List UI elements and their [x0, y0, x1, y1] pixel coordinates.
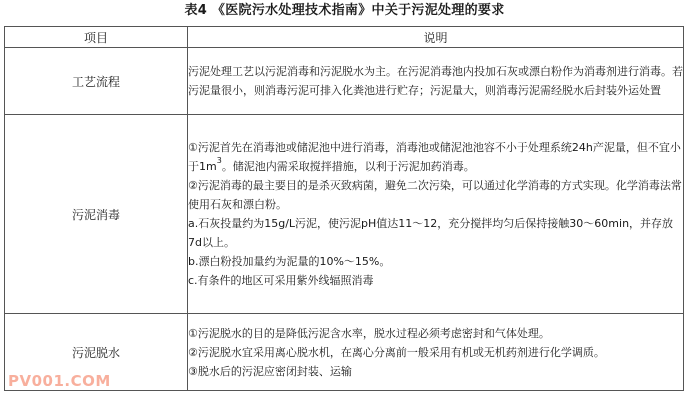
table-row [5, 115, 684, 314]
row-desc-dewatering [188, 314, 684, 391]
row-item-process: 工艺流程 [5, 48, 188, 115]
header-item: 项目 [5, 27, 188, 48]
row-item-disinfection: 污泥消毒 [5, 115, 188, 314]
table-caption: 表4 《医院污水处理技术指南》中关于污泥处理的要求 [184, 3, 505, 18]
site-watermark: PV001.COM [8, 372, 111, 390]
desc-line: ②污泥脱水宜采用离心脱水机，在离心分离前一般采用有机或无机药剂进行化学调质。 [188, 345, 605, 359]
table-row [5, 48, 684, 115]
desc-line: ①污泥脱水的目的是降低污泥含水率，脱水过程必须考虑密封和气体处理。 [188, 326, 550, 340]
desc-line: ③脱水后的污泥应密闭封装、运输 [188, 364, 352, 378]
desc-line: 污泥处理工艺以污泥消毒和污泥脱水为主。在污泥消毒池内投加石灰或漂白粉作为消毒剂进行消毒。若污泥量很小，则消毒污泥可排入化粪池进行贮存；污泥量大，则消毒污泥需经脱水后封装外运处置 [188, 65, 683, 97]
row-desc-process [188, 48, 684, 115]
desc-line: b.漂白粉投加量约为泥量的10%～15%。 [188, 255, 391, 268]
desc-line [188, 138, 683, 176]
desc-line: ②污泥消毒的最主要目的是杀灭致病菌，避免二次污染，可以通过化学消毒的方式实现。化学消毒法常使用石灰和漂白粉。 [188, 179, 682, 211]
row-desc-disinfection [188, 115, 684, 314]
desc-text: 。储泥池内需采取搅拌措施，以利于污泥加药消毒。 [221, 160, 475, 173]
desc-text: ①污泥首先在消毒池或储泥池中进行消毒，消毒池或储泥池池容不小于处理系统24h产泥量，但不宜小于1m [188, 141, 681, 173]
header-description: 说明 [188, 27, 684, 48]
requirements-table [4, 26, 684, 391]
row-item-dewatering: 污泥脱水 [5, 314, 188, 391]
superscript: 3 [216, 156, 222, 165]
desc-line: a.石灰投量约为15g/L污泥，使污泥pH值达11～12，充分搅拌均匀后保持接触30～60min，并存放7d以上。 [188, 217, 674, 249]
desc-line: c.有条件的地区可采用紫外线辐照消毒 [188, 274, 374, 287]
table-header-row [5, 27, 684, 48]
